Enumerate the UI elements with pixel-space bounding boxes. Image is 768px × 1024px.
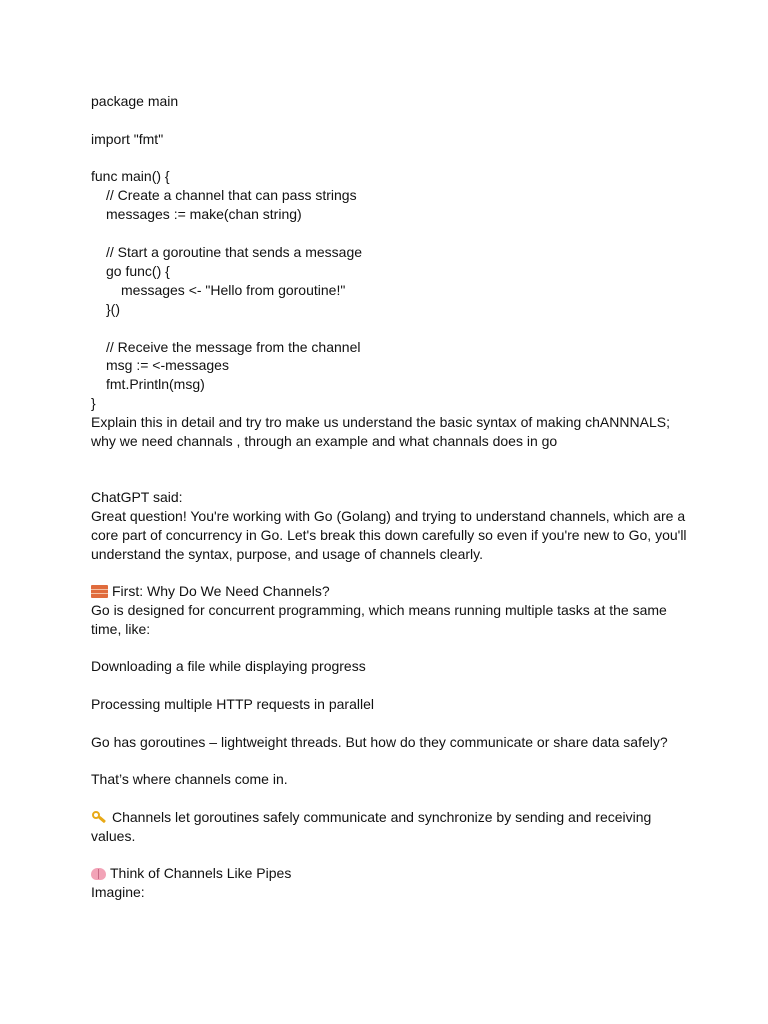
code-line: }() xyxy=(106,301,120,317)
code-line: go func() { xyxy=(106,263,170,279)
answer-paragraph-line: time, like: xyxy=(91,621,151,637)
section-heading xyxy=(91,864,291,883)
key-icon xyxy=(91,811,108,824)
callout-line: values. xyxy=(91,828,136,844)
brick-icon xyxy=(91,585,108,598)
answer-paragraph-line: Go is designed for concurrent programming, which means running multiple tasks at the same xyxy=(91,602,667,618)
code-line: func main() { xyxy=(91,168,170,184)
code-line: msg := <-messages xyxy=(106,357,229,373)
callout-line xyxy=(91,808,651,827)
answer-paragraph-line: core part of concurrency in Go. Let's break this down carefully so even if you're new to Go, you'll xyxy=(91,527,687,543)
answer-paragraph-line: Imagine: xyxy=(91,884,145,900)
answer-paragraph-line: That’s where channels come in. xyxy=(91,771,288,787)
section-heading xyxy=(91,582,330,601)
code-line: fmt.Println(msg) xyxy=(106,376,205,392)
question-line: Explain this in detail and try tro make us understand the basic syntax of making chANNNALS; xyxy=(91,414,670,430)
code-line: } xyxy=(91,395,96,411)
speaker-label: ChatGPT said: xyxy=(91,489,183,505)
code-line: messages <- "Hello from goroutine!" xyxy=(121,282,346,298)
answer-paragraph-line: understand the syntax, purpose, and usage of channels clearly. xyxy=(91,546,483,562)
code-line: package main xyxy=(91,93,179,109)
section-heading-text: Think of Channels Like Pipes xyxy=(110,865,292,881)
callout-text: Channels let goroutines safely communicate and synchronize by sending and receiving xyxy=(112,809,652,825)
answer-paragraph-line: Go has goroutines – lightweight threads. But how do they communicate or share data safely? xyxy=(91,734,668,750)
list-item: Processing multiple HTTP requests in parallel xyxy=(91,696,374,712)
brain-icon xyxy=(91,868,106,880)
code-line: import "fmt" xyxy=(91,131,164,147)
code-line: messages := make(chan string) xyxy=(106,206,302,222)
code-line: // Receive the message from the channel xyxy=(106,339,361,355)
answer-paragraph-line: Great question! You're working with Go (Golang) and trying to understand channels, which are a xyxy=(91,508,686,524)
section-heading-text: First: Why Do We Need Channels? xyxy=(112,583,330,599)
list-item: Downloading a file while displaying progress xyxy=(91,658,366,674)
question-line: why we need channals , through an example and what channals does in go xyxy=(91,433,558,449)
code-line: // Start a goroutine that sends a message xyxy=(106,244,363,260)
code-line: // Create a channel that can pass strings xyxy=(106,187,357,203)
